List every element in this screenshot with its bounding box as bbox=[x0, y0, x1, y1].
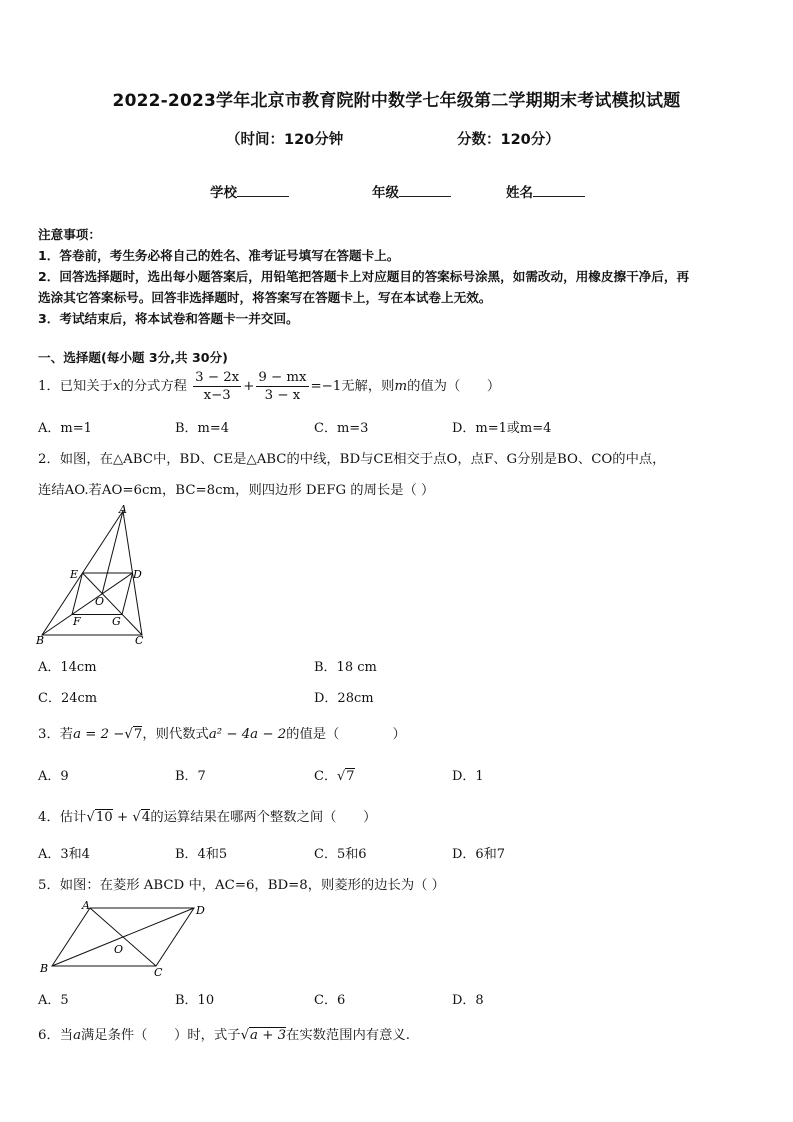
grade-field bbox=[372, 181, 451, 201]
diagonal-bd bbox=[52, 908, 194, 966]
grade-blank[interactable] bbox=[399, 182, 451, 197]
label-o: O bbox=[95, 595, 105, 608]
notice-heading: 注意事项： bbox=[38, 227, 101, 242]
label-o: O bbox=[114, 943, 124, 956]
q1-eq: =−1无解，则 bbox=[310, 379, 395, 394]
q3-mid: ，则代数式 bbox=[142, 727, 209, 742]
q4-option-a[interactable]: A．3和4 bbox=[38, 847, 90, 862]
label-d: D bbox=[196, 904, 205, 917]
name-label: 姓名 bbox=[506, 185, 533, 201]
q4-option-b[interactable]: B．4和5 bbox=[175, 847, 228, 862]
q3-option-c[interactable]: C．√7 bbox=[314, 769, 355, 784]
q3-expr2: a² − 4a − 2 bbox=[208, 727, 287, 742]
q4-prefix: 4．估计 bbox=[38, 810, 87, 825]
q5-option-b[interactable]: B．10 bbox=[175, 993, 215, 1008]
q1-mid: 的分式方程 bbox=[120, 379, 187, 394]
q3-radicand: 7 bbox=[133, 727, 143, 742]
question-1: 1．已知关于x的分式方程 $\frac{3 - 2x}{x-3}$ + $\frac{9 - mx}{3 - x}$ =−1无解，则m的值为（ ） bbox=[38, 370, 501, 403]
q2-option-a[interactable]: A．14cm bbox=[38, 660, 97, 675]
label-e: E bbox=[70, 568, 79, 581]
school-field bbox=[210, 181, 289, 201]
triangle-figure bbox=[30, 503, 155, 648]
q1-fraction-2 bbox=[256, 369, 308, 404]
q1-option-b[interactable]: B．m=4 bbox=[175, 421, 230, 436]
q2-line-1: 2．如图，在△ABC中，BD、CE是△ABC的中线，BD与CE相交于点O，点F、G分别是BO、CO的中点， bbox=[38, 452, 666, 467]
q4-radicand-1: 10 bbox=[95, 810, 113, 825]
q4-option-c[interactable]: C．5和6 bbox=[314, 847, 367, 862]
label-a: A bbox=[119, 503, 127, 516]
q6-mid: 满足条件（ ）时，式子 bbox=[81, 1028, 241, 1043]
label-d: D bbox=[133, 568, 142, 581]
q1-f1-num: 3 − 2x bbox=[195, 370, 240, 385]
q4-plus: + bbox=[117, 810, 129, 825]
q1-f2-num: 9 − mx bbox=[258, 370, 307, 385]
q4-option-d[interactable]: D．6和7 bbox=[452, 847, 505, 862]
q1-option-d[interactable]: D．m=1或m=4 bbox=[452, 421, 552, 436]
q1-var: x bbox=[112, 379, 121, 394]
label-f: F bbox=[73, 615, 81, 628]
q3-option-c-label: C． bbox=[314, 769, 337, 784]
q6-radicand: a + 3 bbox=[250, 1028, 287, 1043]
q6-suffix: 在实数范围内有意义. bbox=[286, 1028, 410, 1043]
q2-option-c[interactable]: C．24cm bbox=[38, 691, 98, 706]
time-label: （时间：120分钟 bbox=[226, 132, 344, 148]
name-field bbox=[506, 181, 585, 201]
q1-option-c[interactable]: C．m=3 bbox=[314, 421, 369, 436]
name-blank[interactable] bbox=[533, 182, 585, 197]
q3-prefix: 3．若 bbox=[38, 727, 74, 742]
q5-option-d[interactable]: D．8 bbox=[452, 993, 484, 1008]
q2-line-2: 连结AO.若AO=6cm，BC=8cm，则四边形 DEFG 的周长是（ ） bbox=[38, 483, 435, 498]
q2-option-b[interactable]: B．18 cm bbox=[314, 660, 377, 675]
label-c: C bbox=[154, 966, 163, 979]
q5-text: 5．如图：在菱形 ABCD 中，AC=6，BD=8，则菱形的边长为（ ） bbox=[38, 878, 445, 893]
q3-option-d[interactable]: D．1 bbox=[452, 769, 484, 784]
school-blank[interactable] bbox=[237, 182, 289, 197]
q3-option-c-radicand: 7 bbox=[346, 769, 355, 784]
question-6: 6．当a满足条件（ ）时，式子√a + 3在实数范围内有意义. bbox=[38, 1028, 410, 1043]
grade-label: 年级 bbox=[372, 185, 399, 201]
q6-var: a bbox=[73, 1028, 81, 1043]
school-label: 学校 bbox=[210, 185, 237, 201]
q4-suffix: 的运算结果在哪两个整数之间（ ） bbox=[150, 810, 377, 825]
label-g: G bbox=[112, 615, 121, 628]
question-3: 3．若a = 2 −√7，则代数式a² − 4a − 2的值是（ ） bbox=[38, 727, 406, 742]
q2-option-d[interactable]: D．28cm bbox=[314, 691, 374, 706]
q1-suffix: 的值为（ ） bbox=[407, 379, 501, 394]
q1-prefix: 1．已知关于 bbox=[38, 379, 113, 394]
q5-option-c[interactable]: C．6 bbox=[314, 993, 346, 1008]
q3-option-b[interactable]: B．7 bbox=[175, 769, 206, 784]
label-c: C bbox=[135, 634, 144, 647]
q1-fraction-1 bbox=[193, 369, 241, 404]
label-b: B bbox=[36, 634, 45, 647]
q5-option-a[interactable]: A．5 bbox=[38, 993, 69, 1008]
label-a: A bbox=[82, 899, 90, 912]
q4-radicand-2: 4 bbox=[141, 810, 151, 825]
q1-f2-den: 3 − x bbox=[264, 388, 301, 403]
notice-item-1: 1．答卷前，考生务必将自己的姓名、准考证号填写在答题卡上。 bbox=[38, 248, 400, 263]
q6-prefix: 6．当 bbox=[38, 1028, 74, 1043]
q3-suffix: 的值是（ ） bbox=[286, 727, 406, 742]
notice-item-2b: 选涂其它答案标号。回答非选择题时，将答案写在答题卡上，写在本试卷上无效。 bbox=[38, 290, 492, 305]
q1-var2: m bbox=[394, 379, 408, 394]
exam-title: 2022-2023学年北京市教育院附中数学七年级第二学期期末考试模拟试题 bbox=[112, 91, 681, 111]
question-4: 4．估计√10 + √4的运算结果在哪两个整数之间（ ） bbox=[38, 810, 377, 825]
q3-option-a[interactable]: A．9 bbox=[38, 769, 69, 784]
label-b: B bbox=[40, 962, 49, 975]
notice-item-2a: 2．回答选择题时，选出每小题答案后，用铅笔把答题卡上对应题目的答案标号涂黑，如需改动，用橡皮擦干净后，再 bbox=[38, 269, 690, 284]
q3-expr1: a = 2 − bbox=[73, 727, 125, 742]
notice-item-3: 3．考试结束后，将本试卷和答题卡一并交回。 bbox=[38, 311, 299, 326]
score-label: 分数：120分） bbox=[457, 132, 560, 148]
q1-f1-den: x−3 bbox=[203, 388, 231, 403]
section-heading: 一、选择题(每小题 3分,共 30分) bbox=[38, 350, 228, 365]
rhombus-figure bbox=[34, 896, 214, 980]
q1-option-a[interactable]: A．m=1 bbox=[38, 421, 92, 436]
